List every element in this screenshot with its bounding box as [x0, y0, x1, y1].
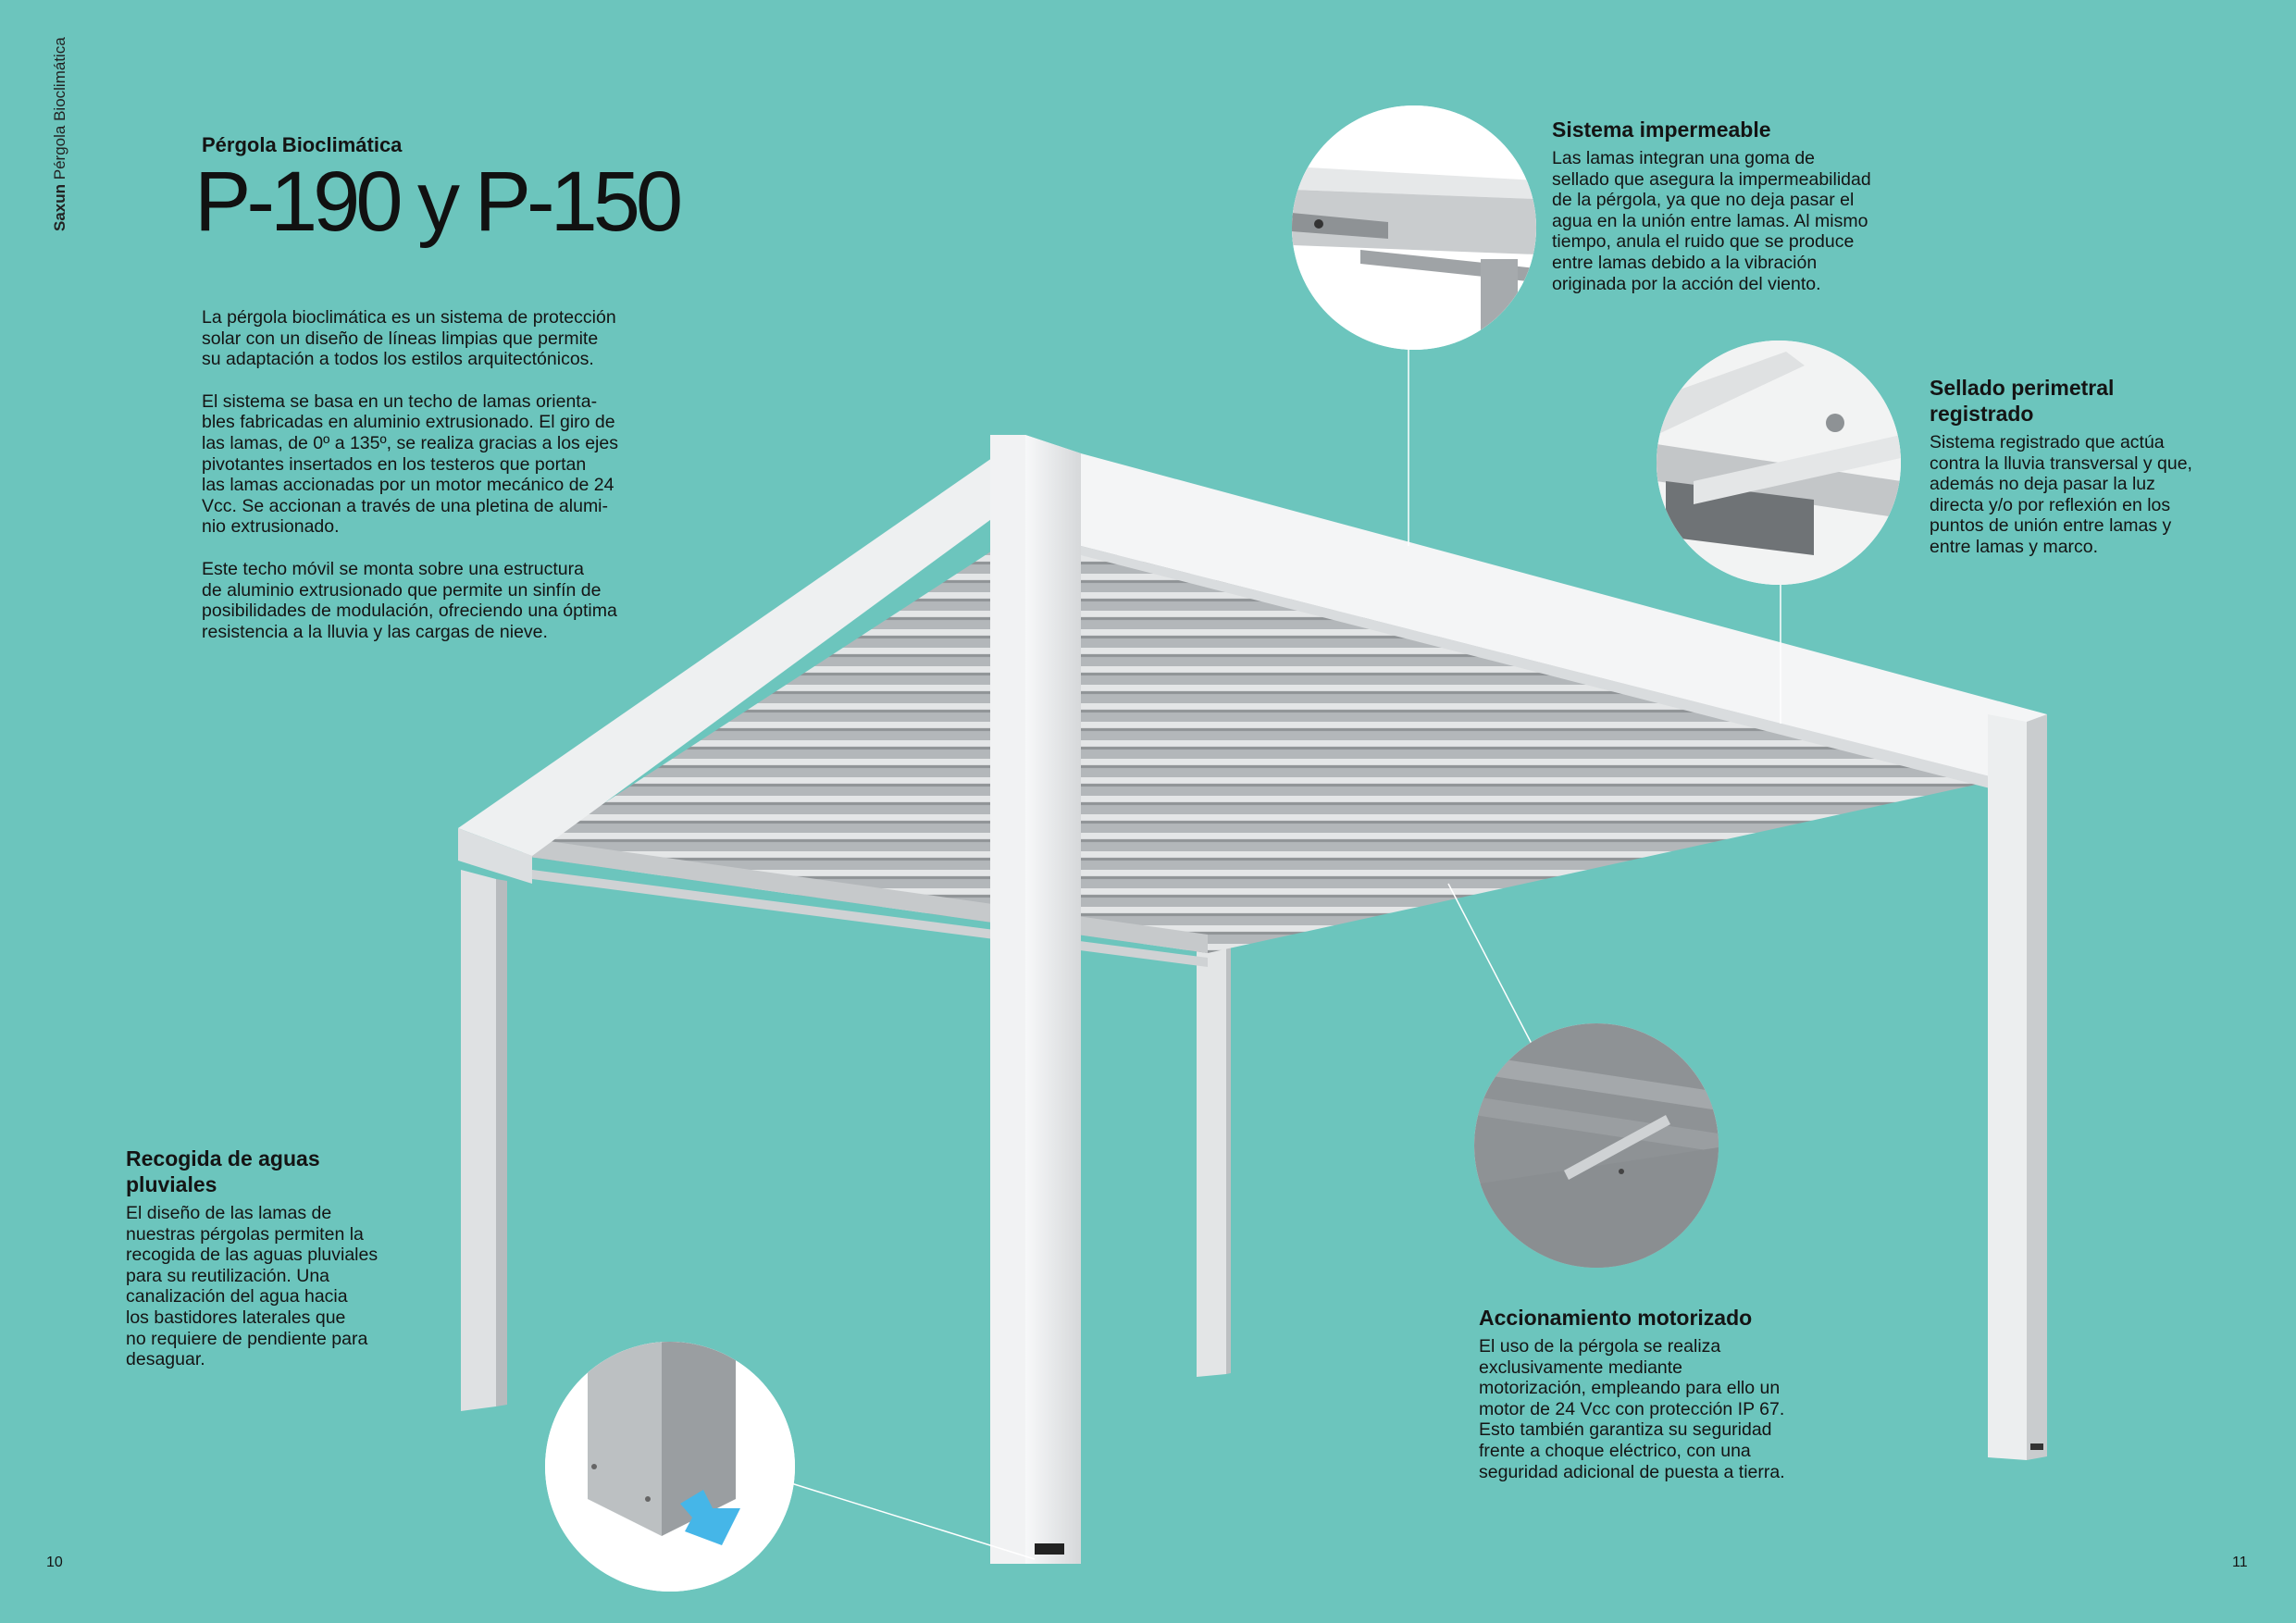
intro-paragraph-1: La pérgola bioclimática es un sistema de protección solar con un diseño de líneas limpias que permite su adaptación a todos los estilos arquitectónicos.	[202, 307, 616, 370]
page-number-right: 11	[2232, 1555, 2248, 1570]
intro-paragraph-3: Este techo móvil se monta sobre una estructura de aluminio extrusionado que permite un sinfín de posibilidades de modulación, ofreciendo una óptima resistencia a la lluvia y las cargas de nieve.	[202, 558, 617, 642]
feature-perimeter-seal	[1930, 375, 2244, 558]
brand-name: Saxun	[51, 183, 68, 231]
feature-rainwater	[126, 1146, 422, 1370]
back-right-post	[1197, 946, 1231, 1377]
page-title: P-190 y P-150	[194, 155, 679, 249]
drain-detail-icon	[545, 1342, 795, 1592]
back-left-post	[461, 870, 507, 1411]
right-post	[1988, 714, 2047, 1460]
waterproof-detail-icon	[1292, 105, 1536, 352]
feature-text: Sistema registrado que actúa contra la lluvia transversal y que, además no deja pasar la luz directa y/o por reflexión en los puntos de unión entre lamas y entre lamas y marco.	[1930, 432, 2192, 557]
perimeter-seal-detail-icon	[1657, 341, 1901, 585]
feature-title: Sellado perimetral registrado	[1930, 376, 2115, 426]
section-name: Pérgola Bioclimática	[51, 37, 68, 180]
louver-ceiling	[523, 544, 2001, 953]
feature-motor	[1479, 1305, 1849, 1482]
feature-text: Las lamas integran una goma de sellado que asegura la impermeabilidad de la pérgola, ya que no deja pasar el agua en la unión entre lamas. Al mismo tiempo, anula el ruido que se produce entre lamas debido a la vibración originada por la acción del viento.	[1552, 148, 1871, 294]
motor-detail-icon	[1474, 1023, 1719, 1268]
page-kicker: Pérgola Bioclimática	[202, 133, 403, 156]
side-brand	[51, 37, 69, 231]
feature-text: El diseño de las lamas de nuestras pérgolas permiten la recogida de las aguas pluviales para su reutilización. Una canalización del agua hacia los bastidores laterales que no requiere de pendiente para desaguar.	[126, 1203, 379, 1370]
feature-title: Sistema impermeable	[1552, 118, 1771, 142]
front-post	[990, 435, 1081, 1564]
page-number-left: 10	[46, 1555, 63, 1570]
feature-title: Recogida de aguas pluviales	[126, 1146, 320, 1196]
feature-waterproof	[1552, 117, 1922, 294]
intro-text	[202, 307, 637, 663]
intro-paragraph-2: El sistema se basa en un techo de lamas orienta- bles fabricadas en aluminio extrusionado. El giro de las lamas, de 0º a 135º, se realiza gracias a los ejes pivotantes insertados en los testeros que portan las lamas accionadas por un motor mecánico de 24 Vcc. Se accionan a través de una pletina de alumi- nio extrusionado.	[202, 390, 618, 538]
feature-text: El uso de la pérgola se realiza exclusivamente mediante motorización, empleando para ello un motor de 24 Vcc con protección IP 67. Esto también garantiza su seguridad frente a choque eléctrico, con una seguridad adicional de puesta a tierra.	[1479, 1336, 1785, 1482]
feature-title: Accionamiento motorizado	[1479, 1306, 1753, 1330]
